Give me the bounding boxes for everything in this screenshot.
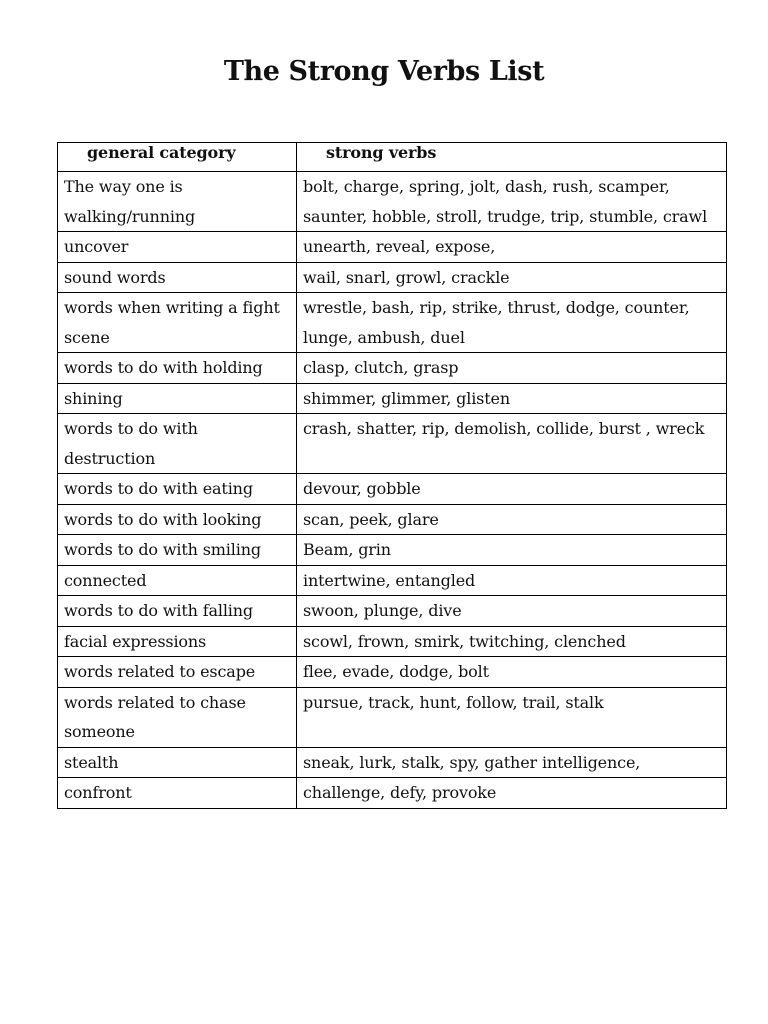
category-cell: stealth: [58, 747, 297, 778]
verbs-cell: pursue, track, hunt, follow, trail, stalk: [297, 687, 727, 747]
table-row: [58, 596, 727, 627]
table-header-row: [58, 143, 727, 172]
verbs-cell: devour, gobble: [297, 474, 727, 505]
verbs-cell: Beam, grin: [297, 535, 727, 566]
verbs-cell: flee, evade, dodge, bolt: [297, 657, 727, 688]
verbs-cell: sneak, lurk, stalk, spy, gather intelligence,: [297, 747, 727, 778]
page-title: The Strong Verbs List: [223, 56, 545, 87]
verbs-cell: wail, snarl, growl, crackle: [297, 262, 727, 293]
verbs-cell: challenge, defy, provoke: [297, 778, 727, 809]
category-cell: shining: [58, 383, 297, 414]
category-cell: words to do with smiling: [58, 535, 297, 566]
table-row: [58, 747, 727, 778]
category-cell: confront: [58, 778, 297, 809]
verbs-cell: unearth, reveal, expose,: [297, 232, 727, 263]
category-cell: words related to escape: [58, 657, 297, 688]
category-cell: words to do with looking: [58, 504, 297, 535]
table-row: [58, 262, 727, 293]
category-cell: sound words: [58, 262, 297, 293]
table-row: [58, 626, 727, 657]
category-cell: connected: [58, 565, 297, 596]
table-row: [58, 383, 727, 414]
table-row: [58, 172, 727, 232]
category-cell: uncover: [58, 232, 297, 263]
table-row: [58, 474, 727, 505]
table-row: [58, 565, 727, 596]
table-row: [58, 535, 727, 566]
verbs-cell: bolt, charge, spring, jolt, dash, rush, scamper, saunter, hobble, stroll, trudge, trip, stumble, crawl: [297, 172, 727, 232]
table-row: [58, 414, 727, 474]
table-row: [58, 232, 727, 263]
verbs-cell: intertwine, entangled: [297, 565, 727, 596]
category-cell: words to do with falling: [58, 596, 297, 627]
table-row: [58, 657, 727, 688]
category-cell: words to do with holding: [58, 353, 297, 384]
table-row: [58, 353, 727, 384]
verbs-cell: shimmer, glimmer, glisten: [297, 383, 727, 414]
verbs-cell: crash, shatter, rip, demolish, collide, burst , wreck: [297, 414, 727, 474]
table-row: [58, 293, 727, 353]
strong-verbs-table: [57, 142, 727, 809]
verbs-cell: swoon, plunge, dive: [297, 596, 727, 627]
category-cell: words to do with destruction: [58, 414, 297, 474]
category-cell: words related to chase someone: [58, 687, 297, 747]
table-row: [58, 778, 727, 809]
table-row: [58, 504, 727, 535]
category-cell: The way one is walking/running: [58, 172, 297, 232]
category-cell: words to do with eating: [58, 474, 297, 505]
category-cell: facial expressions: [58, 626, 297, 657]
verbs-cell: wrestle, bash, rip, strike, thrust, dodge, counter, lunge, ambush, duel: [297, 293, 727, 353]
verbs-cell: clasp, clutch, grasp: [297, 353, 727, 384]
table-row: [58, 687, 727, 747]
verbs-cell: scan, peek, glare: [297, 504, 727, 535]
category-cell: words when writing a fight scene: [58, 293, 297, 353]
header-general-category: general category: [58, 143, 297, 172]
verbs-cell: scowl, frown, smirk, twitching, clenched: [297, 626, 727, 657]
header-strong-verbs: strong verbs: [297, 143, 727, 172]
